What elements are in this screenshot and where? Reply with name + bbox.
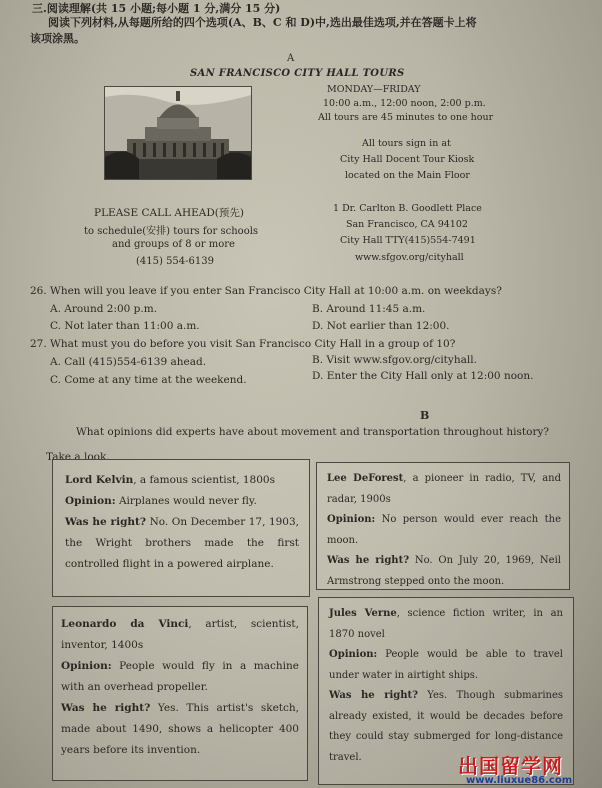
call-ahead-heading: PLEASE CALL AHEAD(预先) [94, 207, 244, 219]
question-27-option-d: D. Enter the City Hall only at 12:00 noon. [312, 370, 534, 382]
opinion-text: Airplanes would never fly. [115, 495, 257, 507]
expert-opinion [65, 491, 299, 512]
opinion-label: Opinion: [61, 660, 112, 672]
question-26-option-a: A. Around 2:00 p.m. [50, 303, 158, 315]
expert-card-da-vinci [52, 606, 308, 781]
site-watermark [458, 750, 602, 788]
expert-card-header [329, 604, 563, 645]
verdict-text: No. On July 20, 1969, Neil Armstrong stepped onto the moon. [327, 555, 561, 587]
expert-verdict [65, 512, 299, 575]
expert-card-deforest [316, 462, 570, 590]
verdict-text: Yes. Though submarines already existed, it would be decades before they could stay submerged for long-distance travel. [329, 690, 564, 763]
expert-description: , artist, scientist, inventor, 1400s [61, 618, 299, 651]
verdict-label: Was he right? [61, 702, 151, 714]
address-tty: City Hall TTY(415)554-7491 [340, 235, 476, 246]
expert-card-header [327, 469, 561, 510]
verdict-label: Was he right? [65, 516, 147, 528]
expert-description: , science fiction writer, in an 1870 novel [329, 608, 563, 640]
expert-opinion [329, 645, 563, 686]
question-26-option-c: C. Not later than 11:00 a.m. [50, 320, 200, 332]
question-26-option-b: B. Around 11:45 a.m. [312, 303, 426, 315]
opinion-label: Opinion: [329, 649, 378, 660]
verdict-text: No. On December 17, 1903, the Wright brothers made the first controlled flight in a powered airplane. [65, 516, 300, 570]
expert-name: Lee DeForest [327, 473, 404, 484]
city-hall-photo [104, 86, 252, 180]
expert-card-header [65, 470, 299, 491]
expert-description: , a pioneer in radio, TV, and radar, 1900s [327, 473, 561, 505]
verdict-text: Yes. This artist's sketch, made about 1490, shows a helicopter 400 years before its invention. [61, 702, 299, 756]
verdict-label: Was he right? [327, 555, 410, 566]
question-27-stem: 27. What must you do before you visit San Francisco City Hall in a group of 10? [30, 338, 456, 350]
signin-line-1: All tours sign in at [362, 138, 451, 149]
signin-line-2: City Hall Docent Tour Kiosk [340, 154, 475, 165]
question-27-option-a: A. Call (415)554-6139 ahead. [50, 356, 207, 368]
question-26-stem: 26. When will you leave if you enter San Francisco City Hall at 10:00 a.m. on weekdays? [30, 285, 502, 297]
call-ahead-phone: (415) 554-6139 [136, 256, 214, 267]
passage-b-intro-line-1: What opinions did experts have about movement and transportation throughout history? [76, 426, 550, 438]
expert-verdict [61, 698, 299, 761]
expert-opinion [327, 510, 561, 551]
question-27-option-b: B. Visit www.sfgov.org/cityhall. [312, 354, 477, 366]
address-line-2: San Francisco, CA 94102 [346, 219, 468, 230]
expert-name: Lord Kelvin [65, 474, 134, 486]
call-ahead-line-2: to schedule(安排) tours for schools [84, 226, 259, 237]
opinion-text: People would fly in a machine with an overhead propeller. [61, 660, 299, 693]
question-27-option-c: C. Come at any time at the weekend. [50, 374, 247, 386]
schedule-days: MONDAY—FRIDAY [327, 84, 421, 95]
opinion-label: Opinion: [327, 514, 376, 525]
signin-line-3: located on the Main Floor [345, 170, 470, 181]
question-26-option-d: D. Not earlier than 12:00. [312, 320, 450, 332]
section-heading: 三.阅读理解(共 15 小题;每小题 1 分,满分 15 分) [32, 2, 281, 15]
passage-b-label: B [420, 409, 430, 422]
passage-a-label: A [287, 53, 295, 64]
schedule-times: 10:00 a.m., 12:00 noon, 2:00 p.m. [323, 98, 486, 109]
expert-card-header [61, 614, 299, 656]
expert-name: Jules Verne [329, 608, 397, 619]
passage-b-intro-line-2: Take a look. [46, 451, 110, 463]
schedule-duration: All tours are 45 minutes to one hour [318, 112, 494, 123]
city-hall-icon [105, 87, 251, 179]
watermark-url: www.liuxue86.com [466, 775, 573, 786]
opinion-label: Opinion: [65, 495, 116, 507]
call-ahead-line-3: and groups of 8 or more [112, 239, 235, 250]
expert-description: , a famous scientist, 1800s [133, 474, 275, 486]
address-url: www.sfgov.org/cityhall [355, 252, 464, 263]
verdict-label: Was he right? [329, 690, 419, 701]
expert-card-kelvin [52, 459, 310, 597]
directions-line-2: 该项涂黑。 [30, 32, 85, 45]
expert-opinion [61, 656, 299, 698]
opinion-text: People would be able to travel under water in airtight ships. [329, 649, 563, 681]
expert-verdict [327, 551, 561, 592]
watermark-title: 出国留学网 [458, 754, 563, 778]
directions-line-1: 阅读下列材料,从每题所给的四个选项(A、B、C 和 D)中,选出最佳选项,并在答题卡上将 [48, 16, 477, 29]
expert-name: Leonardo da Vinci [61, 618, 189, 630]
passage-a-title: SAN FRANCISCO CITY HALL TOURS [190, 68, 405, 79]
address-line-1: 1 Dr. Carlton B. Goodlett Place [333, 203, 482, 214]
opinion-text: No person would ever reach the moon. [327, 514, 561, 546]
